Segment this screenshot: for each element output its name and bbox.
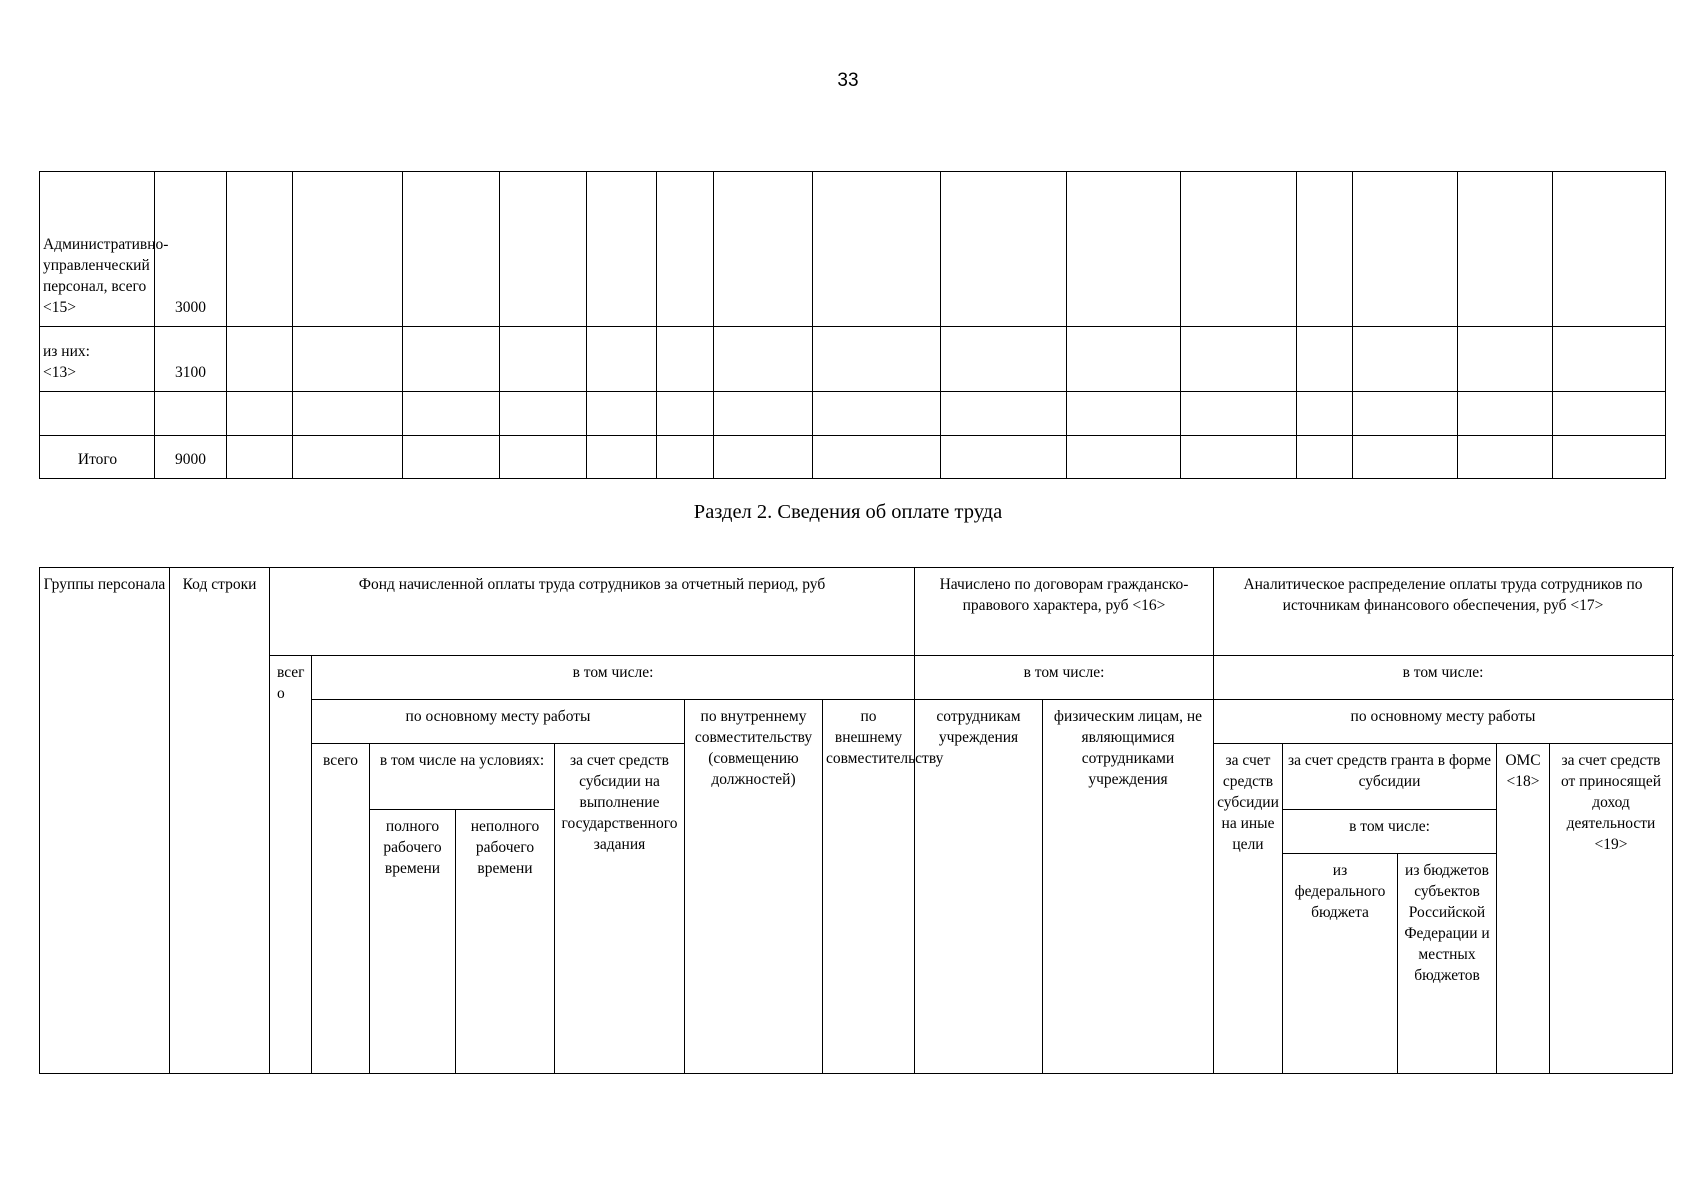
page-number: 33 xyxy=(837,70,859,91)
header-analytic-including: в том числе: xyxy=(1214,656,1673,700)
header-grant-including: в том числе: xyxy=(1283,810,1497,854)
header-contracts-including: в том числе: xyxy=(915,656,1214,700)
header-subsidy-other: за счет средств субсидии на иные цели xyxy=(1214,744,1283,1074)
section-title: Раздел 2. Сведения об оплате труда xyxy=(693,501,1003,523)
header-personnel-groups: Группы персонала xyxy=(40,568,170,1074)
header-part-time: неполного рабочего времени xyxy=(456,810,555,1074)
row-name-of-which: из них: <13> xyxy=(40,327,155,392)
header-full-time: полного рабочего времени xyxy=(370,810,456,1074)
header-grant: за счет средств гранта в форме субсидии xyxy=(1283,744,1497,810)
header-analytic-main-workplace: по основному месту работы xyxy=(1214,700,1673,744)
row-code-total: 9000 xyxy=(155,436,227,479)
payroll-header-table xyxy=(39,567,1673,1074)
header-employees: сотрудникам учреждения xyxy=(915,700,1043,1074)
header-regional-budget: из бюджетов субъектов Российской Федерации и местных бюджетов xyxy=(1398,854,1497,1074)
row-name-total: Итого xyxy=(40,436,155,479)
header-oms: ОМС <18> xyxy=(1497,744,1550,1074)
header-row-code: Код строки xyxy=(170,568,270,1074)
header-conditions: в том числе на условиях: xyxy=(370,744,555,810)
header-analytic-distribution: Аналитическое распределение оплаты труда сотрудников по источникам финансового обеспечения, руб <17> xyxy=(1214,568,1673,656)
header-external-combination: по внешнему совместительству xyxy=(823,700,915,1074)
header-fund-total: всего xyxy=(270,656,312,1074)
table-row xyxy=(40,392,1666,436)
header-federal-budget: из федерального бюджета xyxy=(1283,854,1398,1074)
table-row xyxy=(40,172,1666,327)
row-name-admin: Административно- управленческий персонал, всего <15> xyxy=(40,172,155,327)
table-row xyxy=(40,436,1666,479)
row-code-of-which: 3100 xyxy=(155,327,227,392)
header-main-total: всего xyxy=(312,744,370,1074)
row-name-empty xyxy=(40,392,155,436)
header-subsidy-state-task: за счет средств субсидии на выполнение государственного задания xyxy=(555,744,685,1074)
row-code-empty xyxy=(155,392,227,436)
header-internal-combination: по внутреннему совместительству (совмещению должностей) xyxy=(685,700,823,1074)
header-payroll-fund: Фонд начисленной оплаты труда сотрудников за отчетный период, руб xyxy=(270,568,915,656)
header-civil-contracts: Начислено по договорам гражданско-правового характера, руб <16> xyxy=(915,568,1214,656)
header-fund-including: в том числе: xyxy=(312,656,915,700)
header-individuals: физическим лицам, не являющимися сотрудниками учреждения xyxy=(1043,700,1214,1074)
row-code-admin: 3000 xyxy=(155,172,227,327)
staff-table xyxy=(39,171,1666,479)
header-income-activity: за счет средств от приносящей доход деятельности <19> xyxy=(1550,744,1673,1074)
table-row xyxy=(40,327,1666,392)
header-main-workplace: по основному месту работы xyxy=(312,700,685,744)
